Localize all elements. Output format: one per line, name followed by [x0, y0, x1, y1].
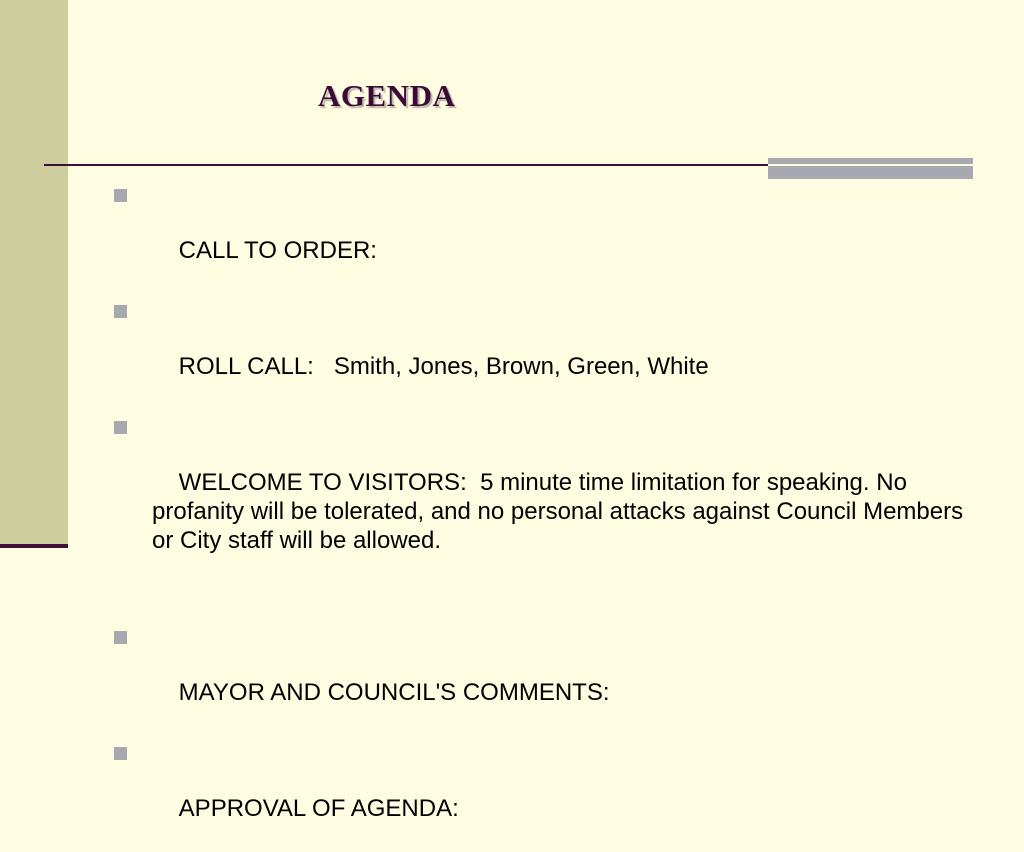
- agenda-item-roll-call: [114, 294, 974, 410]
- square-bullet-icon: [114, 747, 127, 760]
- agenda-item-text: APPROVAL OF AGENDA:: [178, 795, 459, 822]
- agenda-item-text: MAYOR AND COUNCIL'S COMMENTS:: [178, 679, 610, 706]
- agenda-item-mayor-council-comments: [114, 620, 974, 736]
- square-bullet-icon: [114, 189, 127, 202]
- agenda-item-welcome-visitors: [114, 410, 974, 584]
- square-bullet-icon: [114, 305, 127, 318]
- agenda-list: [114, 178, 974, 852]
- agenda-item-text: CALL TO ORDER:: [178, 237, 377, 264]
- agenda-item-call-to-order: [114, 178, 974, 294]
- square-bullet-icon: [114, 421, 127, 434]
- slide-title: AGENDA: [318, 78, 456, 113]
- square-bullet-icon: [114, 631, 127, 644]
- agenda-item-approval-of-agenda: [114, 736, 974, 852]
- accent-stripe: [768, 158, 973, 179]
- agenda-item-text: ROLL CALL: Smith, Jones, Brown, Green, White: [178, 353, 709, 380]
- left-decorative-bar: [0, 0, 68, 545]
- left-bar-underline: [0, 544, 68, 548]
- agenda-item-text: WELCOME TO VISITORS: 5 minute time limitation for speaking. No profanity will be tolerated, and no personal attacks against Council Members or City staff will be allowed.: [152, 469, 970, 554]
